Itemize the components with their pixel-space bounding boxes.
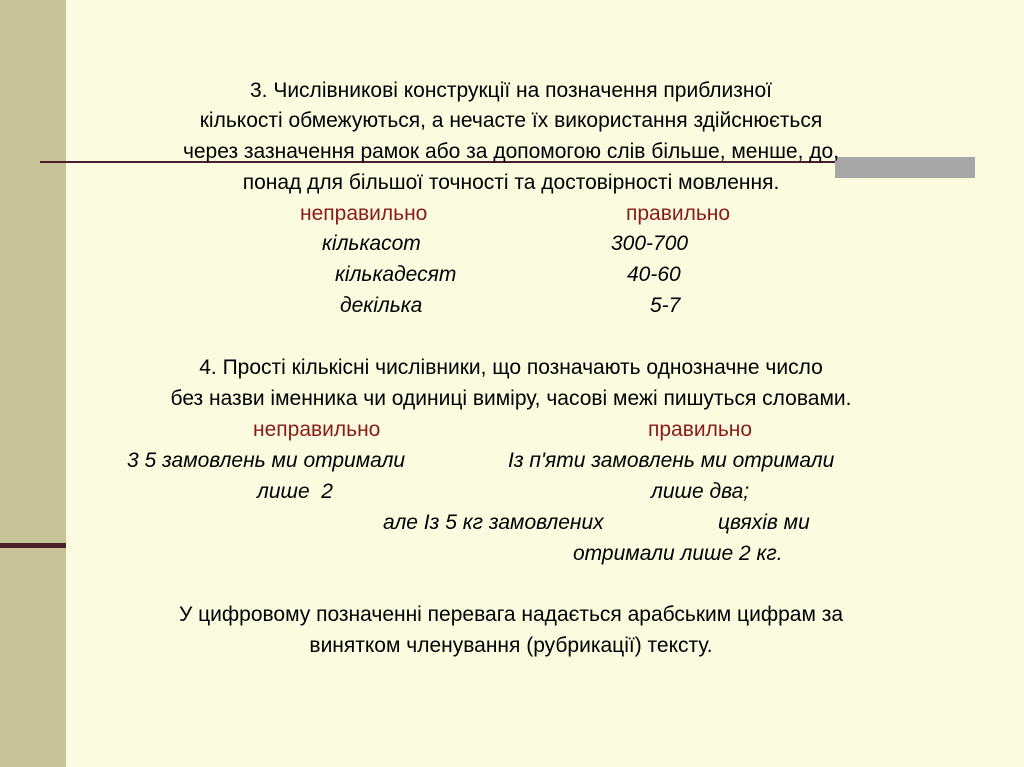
section3-line-2: кількості обмежуються, а нечасте їх використання здійснюється	[199, 109, 823, 132]
footer-line-1: У цифровому позначенні перевага надається арабським цифрам за	[178, 603, 844, 626]
section4-line-1: 4. Прості кількісні числівники, що позначають однозначне число	[199, 356, 823, 379]
side-decorative-bar	[0, 0, 66, 767]
section4-example-wrong-1: 3 5 замовлень ми отримали	[127, 449, 406, 472]
section4-but-part-2: цвяхів ми	[718, 511, 810, 534]
section4-example-right-2: лише два;	[651, 480, 750, 503]
section3-example-2-wrong: кількадесят	[335, 263, 457, 286]
section3-line-4: понад для більшої точності та достовірності мовлення.	[242, 171, 780, 194]
section3-example-3-right: 5-7	[650, 294, 681, 317]
section4-but-part-1: але Із 5 кг замовлених	[383, 511, 604, 534]
section4-example-right-1: Із п'яти замовлень ми отримали	[508, 449, 835, 472]
section3-example-3-wrong: декілька	[340, 294, 423, 317]
footer-line-2: винятком членування (рубрикації) тексту.	[309, 634, 713, 657]
section3-example-1-wrong: кількасот	[322, 232, 421, 255]
section4-example-wrong-2: лише 2	[257, 480, 333, 503]
section4-but-line-2: отримали лише 2 кг.	[573, 542, 783, 565]
section4-wrong-label: неправильно	[253, 418, 381, 441]
section3-right-label: правильно	[626, 202, 731, 225]
section4-line-2: без назви іменника чи одиниці виміру, часові межі пишуться словами.	[170, 387, 852, 410]
section3-line-3: через зазначення рамок або за допомогою слів більше, менше, до,	[182, 140, 840, 163]
section4-right-label: правильно	[648, 418, 753, 441]
section3-line-1: 3. Числівникові конструкції на позначення приблизної	[249, 79, 773, 102]
side-bar-accent	[0, 543, 66, 548]
section3-wrong-label: неправильно	[300, 202, 428, 225]
section3-example-2-right: 40-60	[627, 263, 681, 286]
section3-example-1-right: 300-700	[611, 232, 689, 255]
